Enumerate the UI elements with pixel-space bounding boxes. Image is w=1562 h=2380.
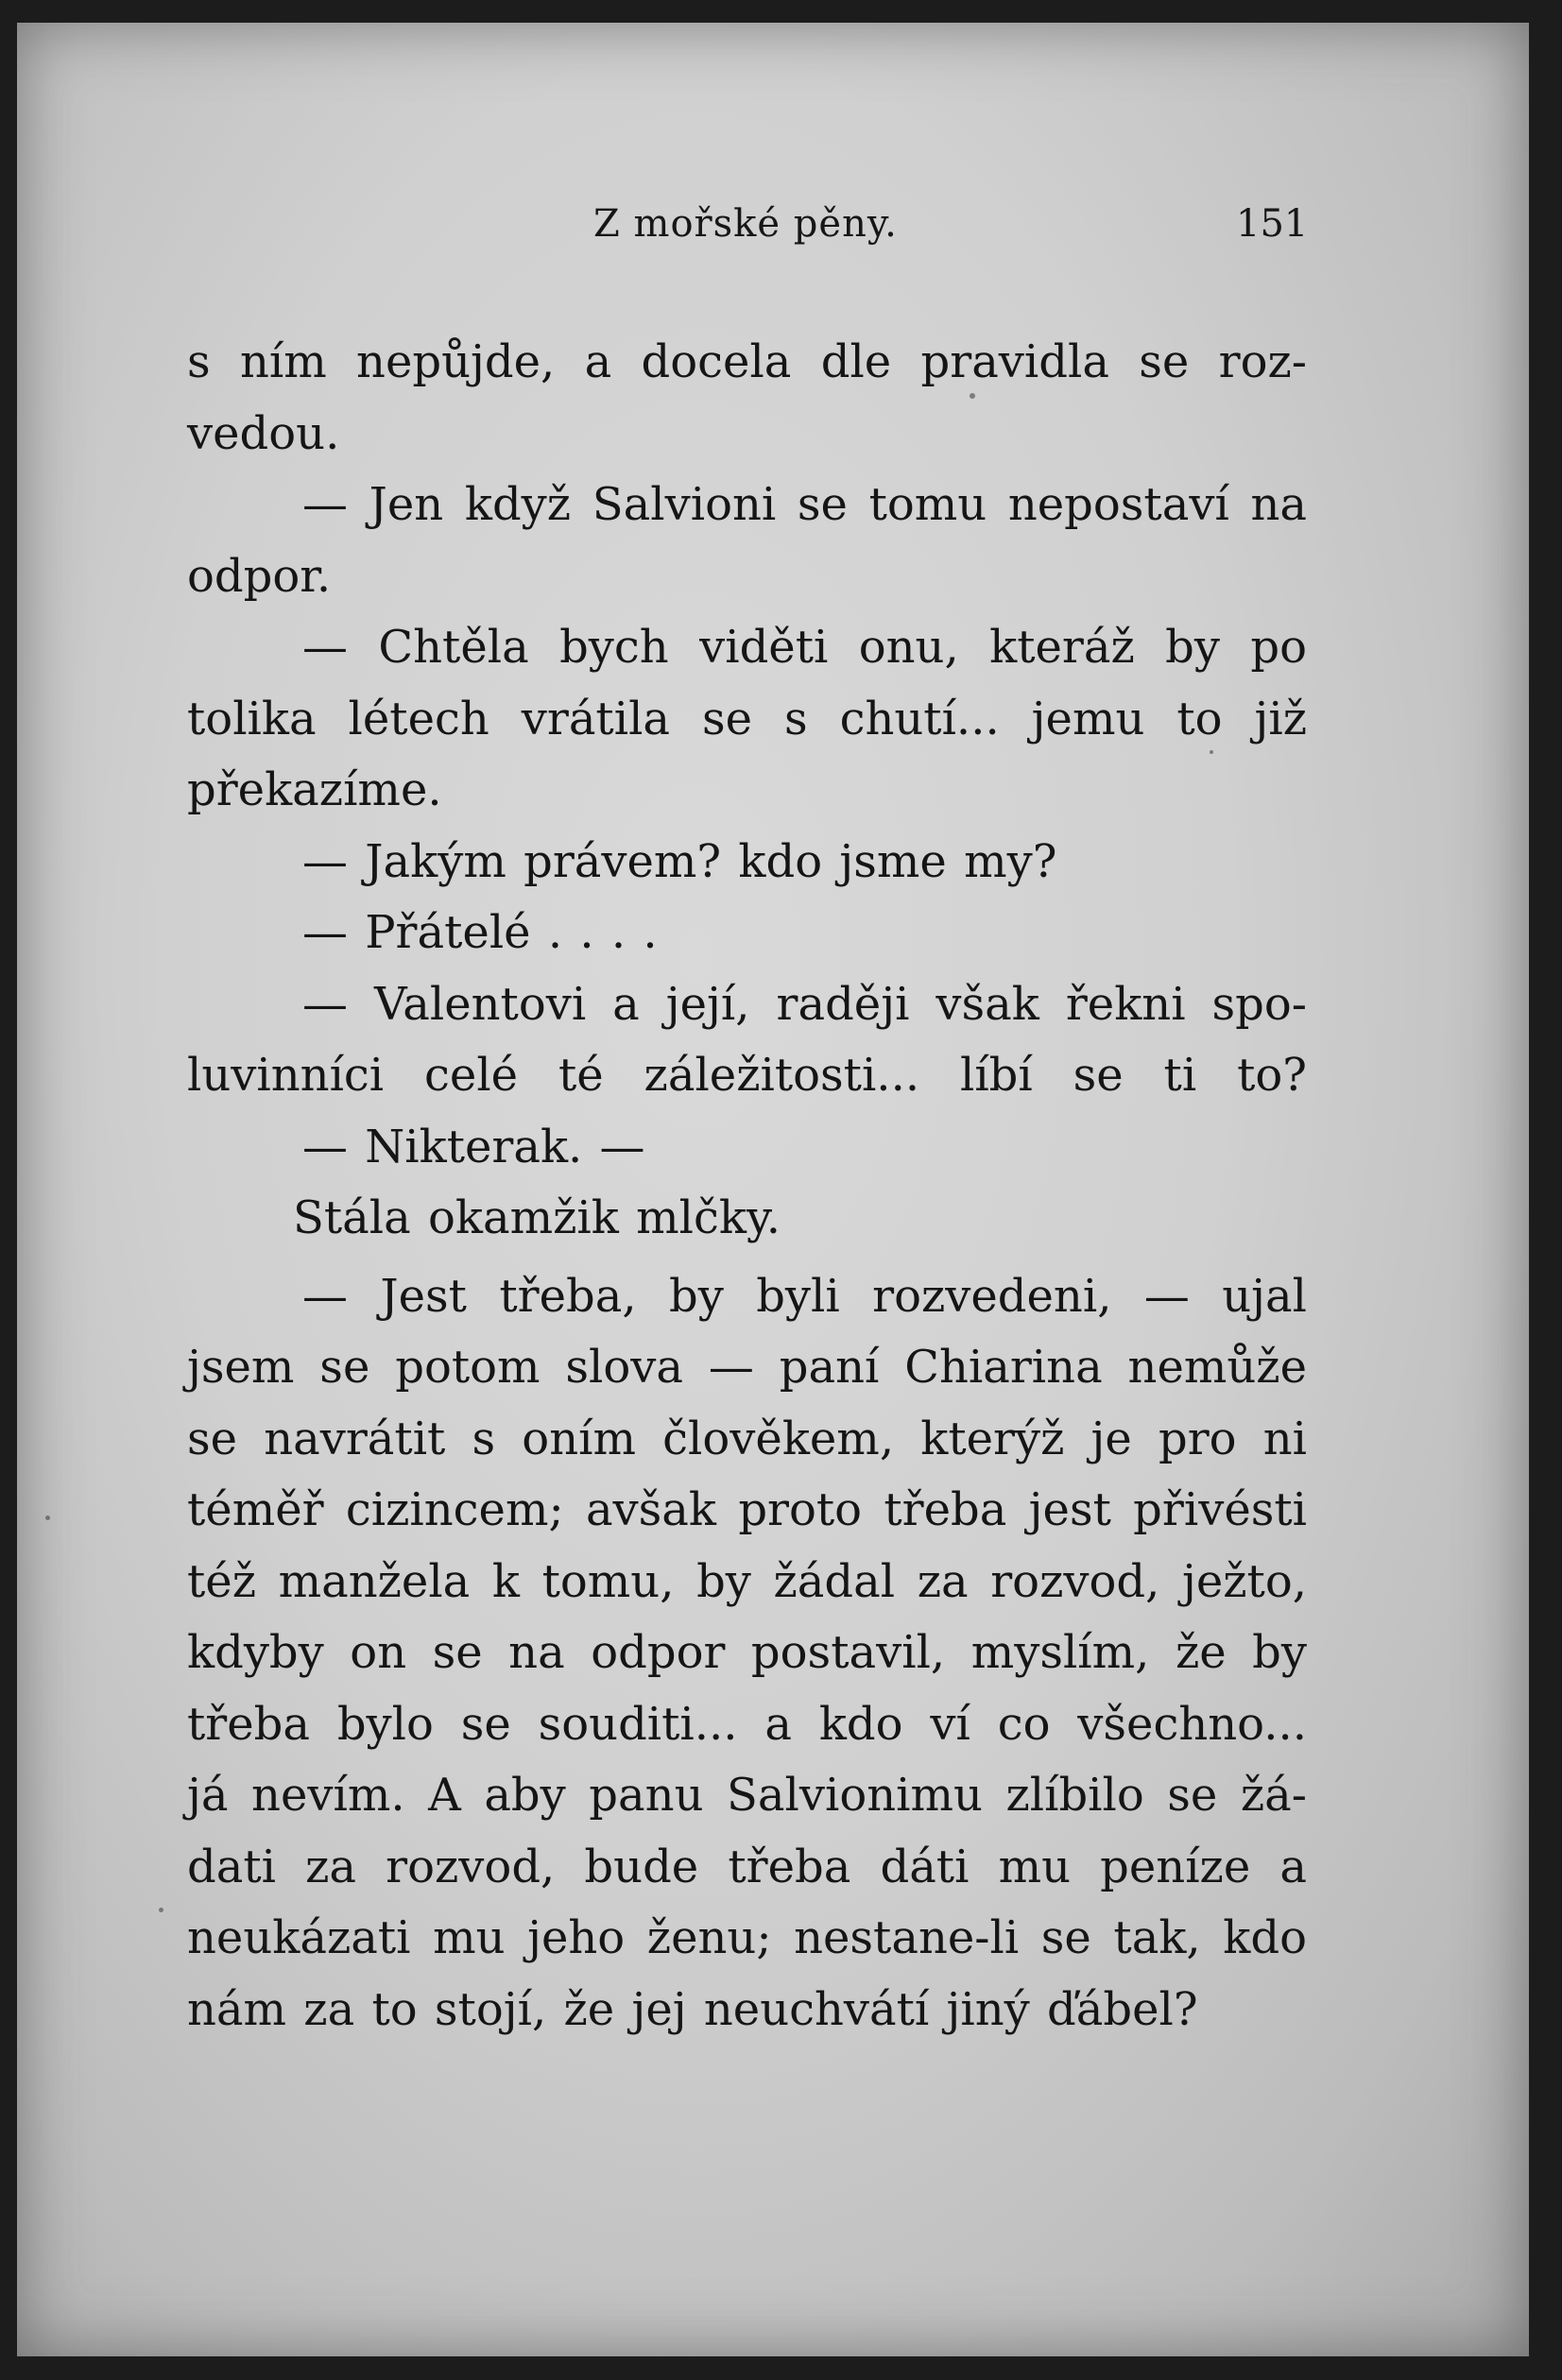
text-line: tolika létech vrátila se s chutí... jemu to již — [187, 692, 1307, 745]
text-line: třeba bylo se souditi... a kdo ví co všechno... — [187, 1697, 1307, 1751]
text-line: — Přátelé . . . . — [302, 906, 658, 959]
text-line: neukázati mu jeho ženu; nestane-li se tak, kdo — [187, 1911, 1307, 1964]
paper-speck — [1210, 750, 1213, 754]
text-line: Stála okamžik mlčky. — [293, 1191, 781, 1244]
paper-speck — [159, 1908, 163, 1912]
paper-speck — [970, 393, 975, 399]
running-head — [17, 202, 1529, 259]
text-line: — Chtěla bych viděti onu, kteráž by po — [302, 621, 1307, 674]
text-line: já nevím. A aby panu Salvionimu zlíbilo se žá- — [187, 1769, 1307, 1822]
text-line: — Valentovi a její, raději však řekni spo- — [302, 977, 1307, 1031]
text-line: — Jakým právem? kdo jsme my? — [302, 834, 1057, 888]
paper-speck — [45, 1515, 50, 1520]
text-line: se navrátit s oním člověkem, kterýž je pro ni — [187, 1412, 1307, 1465]
text-line: — Jen když Salvioni se tomu nepostaví na — [302, 478, 1307, 531]
text-line: též manžela k tomu, by žádal za rozvod, ježto, — [187, 1554, 1307, 1608]
text-line: s ním nepůjde, a docela dle pravidla se roz- — [187, 335, 1307, 388]
text-line: téměř cizincem; avšak proto třeba jest přivésti — [187, 1483, 1307, 1536]
book-page — [17, 23, 1529, 2356]
text-line: překazíme. — [187, 763, 442, 816]
text-line: vedou. — [187, 406, 340, 460]
page-number: 151 — [1236, 202, 1309, 246]
text-line: — Jest třeba, by byli rozvedeni, — ujal — [302, 1269, 1307, 1323]
text-line: luvinníci celé té záležitosti... líbí se ti to? — [187, 1049, 1307, 1102]
text-line: odpor. — [187, 549, 332, 603]
text-line: jsem se potom slova — paní Chiarina nemůže — [187, 1341, 1307, 1394]
text-line: dati za rozvod, bude třeba dáti mu peníze a — [187, 1840, 1307, 1893]
body-text — [187, 327, 1307, 2046]
text-line: kdyby on se na odpor postavil, myslím, že by — [187, 1626, 1307, 1679]
text-line: — Nikterak. — — [302, 1120, 645, 1173]
text-line: nám za to stojí, že jej neuchvátí jiný ďábel? — [187, 1982, 1198, 2036]
running-head-title: Z mořské pěny. — [593, 202, 898, 246]
